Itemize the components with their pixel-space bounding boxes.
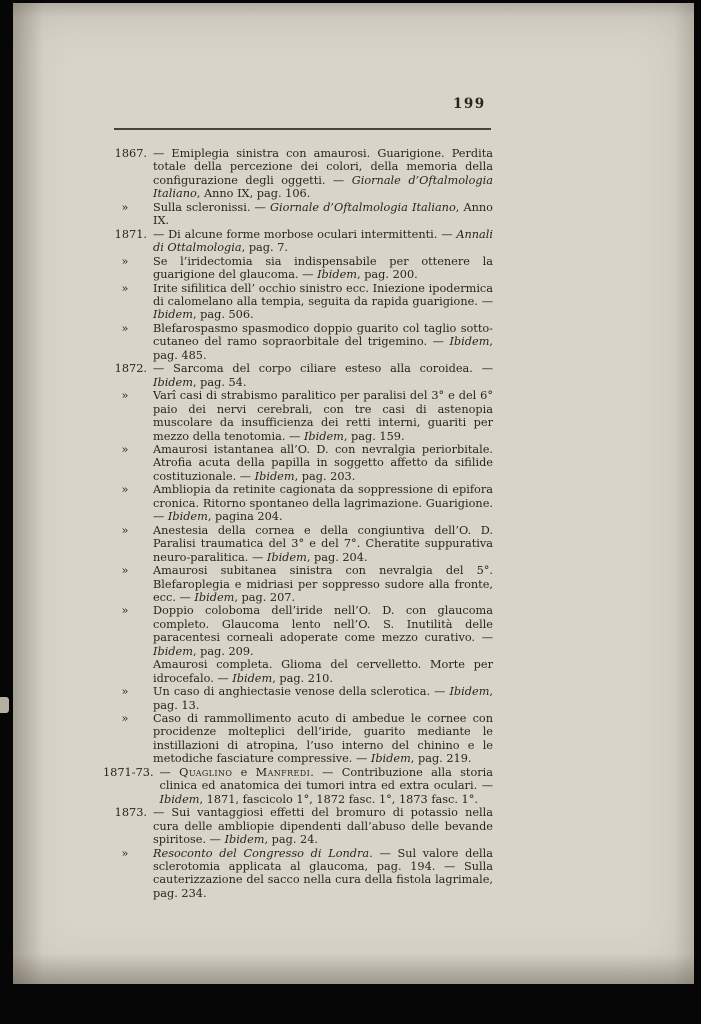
entry-year-label: » <box>121 523 129 537</box>
entry-text <box>153 389 493 443</box>
entry-text-italic: Ibidem <box>303 429 344 443</box>
entry-text-plain: — <box>159 765 180 779</box>
bibliography-entry <box>103 564 493 604</box>
bibliography-entry <box>103 658 493 685</box>
entry-text-plain: , pag. 204. <box>306 550 368 564</box>
entry-text <box>153 604 493 658</box>
entry-text <box>153 847 493 901</box>
entry-text-plain: , pagina 204. <box>207 510 283 524</box>
entry-text <box>160 766 493 806</box>
entry-text-plain: Doppio coloboma dell’iride nell’O. D. con glaucoma completo. Glaucoma lento nell’O. S. Inutilità delle paracentesi corneali adoperate come mezzo curativo. — <box>153 604 493 645</box>
scan-edge-mark <box>0 697 9 713</box>
entry-text-plain: , pag. 7. <box>241 241 288 255</box>
entry-text <box>153 228 493 255</box>
bibliography-entry <box>103 282 493 322</box>
page-number: 199 <box>453 96 486 112</box>
entry-year-label: 1873. <box>114 806 147 820</box>
bibliography-entry <box>103 806 493 846</box>
entry-text-italic: Ibidem <box>232 671 273 685</box>
entry-text <box>153 685 493 712</box>
entry-year-label: » <box>121 712 129 726</box>
entry-text-plain: Caso di rammollimento acuto di ambedue le cornee con procidenze molteplici dell’iride, guarito mediante le instillazioni di atropina, l’uso interno del chinino e le metodiche fasciature compressive. — <box>153 712 493 766</box>
book-page <box>13 3 694 984</box>
bibliography-entry <box>103 443 493 483</box>
entry-text-plain: Irite sifilitica dell’ occhio sinistro ecc. Iniezione ipodermica di calomelano alla tempia, seguita da rapida guarigione. — <box>153 281 493 308</box>
entry-year-label: 1867. <box>114 147 147 160</box>
entry-text-italic: Ibidem <box>317 268 358 282</box>
entry-text-plain: Varî casi di strabismo paralitico per paralisi del 3° e del 6° paio dei nervi cerebrali, con tre casi di astenopia muscolare da insufficienza dei retti interni, guariti per mezzo della tenotomia. — <box>153 389 493 443</box>
entry-year-label: » <box>121 564 129 578</box>
bibliography-entry <box>103 201 493 228</box>
entry-text-plain: , pag. 210. <box>272 671 333 685</box>
entry-text-plain: , pag. 207. <box>234 590 296 604</box>
entry-text-italic: Ibidem <box>153 644 193 658</box>
entry-text-plain: Se l’iridectomia sia indispensabile per ottenere la guarigione del glaucoma. — <box>153 254 493 282</box>
entry-text-italic: Ibidem <box>449 335 490 349</box>
entry-text-plain: , pag. 485. <box>153 335 493 362</box>
entry-text-plain: , pag. 159. <box>343 429 405 443</box>
bibliography-entry <box>103 322 493 362</box>
entry-text-plain: , pag. 219. <box>410 752 472 766</box>
entry-text <box>153 147 493 201</box>
bibliography-entry <box>103 766 493 806</box>
entry-text <box>153 322 493 362</box>
bibliography-entry <box>103 389 493 443</box>
entry-year-label: 1871. <box>114 227 147 241</box>
entry-year-label: 1871-73. <box>103 765 154 779</box>
entry-text-plain: Amaurosi subitanea sinistra con nevralgia del 5°. Blefaroplegia e midriasi per soppresso sudore alla fronte, ecc. — <box>153 564 493 604</box>
entry-text-italic: Ibidem <box>153 308 193 322</box>
bibliography-entry <box>103 604 493 658</box>
entry-year-label: » <box>121 685 129 699</box>
header-rule <box>114 128 491 130</box>
entry-text <box>153 658 493 685</box>
entry-text-plain: , Anno IX. <box>153 200 493 228</box>
entry-text-italic: Ibidem <box>370 752 411 766</box>
entry-text-plain: Ambliopia da retinite cagionata da soppressione di epifora cronica. Ritorno spontaneo della lagrimazione. Guarigione. — <box>153 483 493 524</box>
entry-year-label: » <box>121 442 129 456</box>
bibliography-list <box>103 147 493 900</box>
entry-text-plain: — Di alcune forme morbose oculari intermittenti. — <box>153 227 457 241</box>
entry-text-italic: Ibidem <box>167 510 208 524</box>
entry-text <box>153 806 493 846</box>
entry-text-italic: Ibidem <box>224 833 265 847</box>
entry-text-plain: . — Sul valore della sclerotomia applicata al glaucoma, pag. 194. — Sulla cauterizzazione del sacco nella cura della fistola lagrimale, pag. 234. <box>153 846 493 900</box>
entry-text-plain: , pag. 506. <box>192 308 254 322</box>
entry-year-label: » <box>121 254 129 268</box>
entry-text-plain: , pag. 13. <box>153 685 493 712</box>
entry-text-plain: , pag. 203. <box>294 469 356 483</box>
bibliography-entry <box>103 712 493 766</box>
entry-text <box>153 362 493 389</box>
entry-text-plain: Anestesia della cornea e della congiuntiva dell’O. D. Paralisi traumatica del 3° e del 7°. Cheratite suppurativa neuro-paralitica. — <box>153 523 493 564</box>
entry-text-plain: Sulla scleronissi. — <box>153 200 270 214</box>
bibliography-entry <box>103 685 493 712</box>
entry-text-italic: Giornale d’Oftalmologia Italiano <box>269 200 456 214</box>
entry-year-label: » <box>121 604 129 618</box>
entry-text-plain: Un caso di anghiectasie venose della sclerotica. — <box>153 685 450 699</box>
bibliography-entry <box>103 847 493 901</box>
bibliography-entry <box>103 147 493 201</box>
entry-text-italic: Giornale d’Oftalmologia Italiano <box>153 173 493 201</box>
bibliography-entry <box>103 255 493 282</box>
entry-text-italic: Ibidem <box>153 375 193 389</box>
entry-text-plain: , pag. 24. <box>264 833 319 847</box>
entry-text-plain: . — Contribuzione alla storia clinica ed anatomica dei tumori intra ed extra oculari. — <box>159 765 493 793</box>
entry-text-smallcaps: Manfredi <box>255 765 311 779</box>
entry-text-italic: Resoconto del Congresso di Londra <box>153 846 370 860</box>
bibliography-entry <box>103 483 493 523</box>
bibliography-entry <box>103 524 493 564</box>
entry-text-italic: Ibidem <box>194 590 235 604</box>
entry-text-italic: Annali di Ottalmologia <box>153 227 493 255</box>
entry-text-plain: , pag. 54. <box>192 375 247 389</box>
entry-text-plain: — Sui vantaggiosi effetti del bromuro di potassio nella cura delle ambliopie dipendenti dall’abuso delle bevande spiritose. — <box>153 806 493 847</box>
entry-text <box>153 524 493 564</box>
entry-text-plain: Blefarospasmo spasmodico doppio guarito col taglio sotto-cutaneo del ramo sopraorbitale del trigemino. — <box>153 321 493 349</box>
entry-text-plain: Amaurosi istantanea all’O. D. con nevralgia periorbitale. Atrofia acuta della papilla in soggetto affetto da sifilide costituzionale. — <box>153 442 493 483</box>
entry-text-italic: Ibidem <box>266 550 307 564</box>
entry-text-plain: — Emiplegia sinistra con amaurosi. Guarigione. Perdita totale della percezione dei colori, della memoria della configurazione degli oggetti. — <box>153 147 493 187</box>
entry-text-smallcaps: Quaglino <box>179 765 233 779</box>
entry-year-label: 1872. <box>114 362 147 376</box>
entry-text-plain: , Anno IX, pag. 106. <box>196 187 311 201</box>
entry-text <box>153 712 493 766</box>
entry-text <box>153 443 493 483</box>
entry-year-label: » <box>121 846 129 860</box>
entry-year-label: » <box>121 389 129 403</box>
entry-text-plain: , pag. 200. <box>357 268 418 282</box>
entry-text <box>153 564 493 604</box>
entry-year-label: » <box>121 321 129 335</box>
entry-year-label: » <box>121 483 129 497</box>
bibliography-entry <box>103 362 493 389</box>
entry-text-italic: Ibidem <box>449 685 490 699</box>
entry-text <box>153 483 493 523</box>
entry-text <box>153 282 493 322</box>
entry-text-italic: Ibidem <box>159 792 200 806</box>
entry-text-plain: — Sarcoma del corpo ciliare esteso alla coroidea. — <box>153 362 493 376</box>
entry-text <box>153 201 493 228</box>
entry-text-italic: Ibidem <box>254 469 295 483</box>
entry-text-plain: , 1871, fascicolo 1°, 1872 fasc. 1°, 1873 fasc. 1°. <box>199 792 478 806</box>
entry-text-plain: e <box>232 765 256 779</box>
entry-text <box>153 255 493 282</box>
entry-year-label: » <box>121 281 129 295</box>
bibliography-entry <box>103 228 493 255</box>
entry-text-plain: , pag. 209. <box>192 644 254 658</box>
entry-year-label: » <box>121 200 129 214</box>
entry-text-plain: Amaurosi completa. Glioma del cervelletto. Morte per idrocefalo. — <box>153 658 493 685</box>
